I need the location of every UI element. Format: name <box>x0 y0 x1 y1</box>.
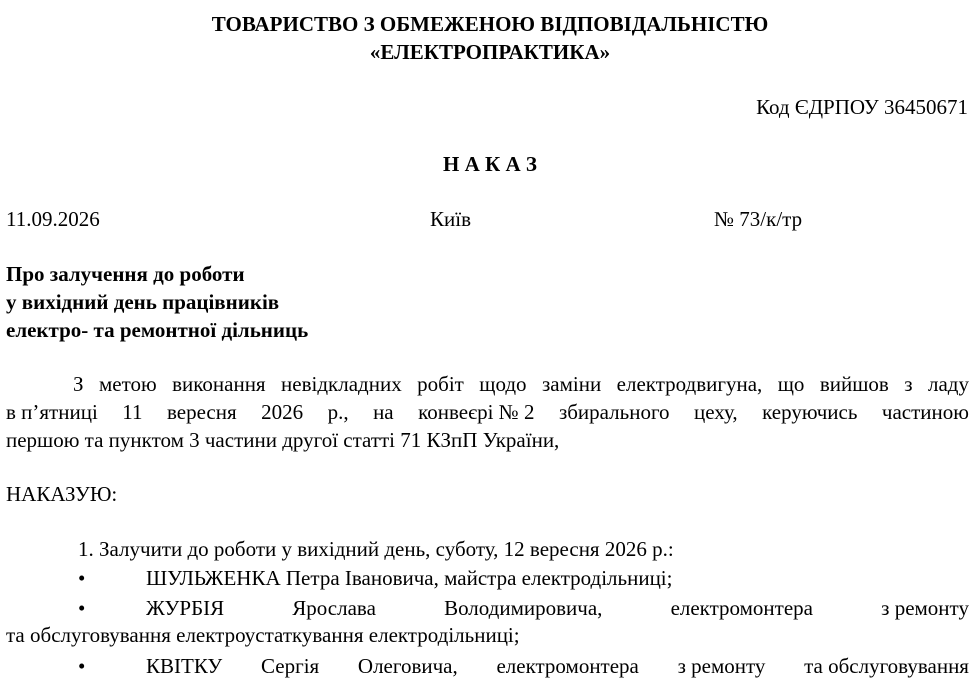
subject-line-3: електро- та ремонтної дільниць <box>6 318 309 342</box>
subject-line-2: у вихідний день працівників <box>6 290 280 314</box>
order-word: НАКАЗУЮ: <box>6 482 118 506</box>
preamble-line-3: першою та пунктом 3 частини другої статті 71 КЗпП України, <box>6 428 560 452</box>
order-item-1: 1. Залучити до роботи у вихідний день, суботу, 12 вересня 2026 р.: <box>78 537 674 561</box>
order-number: № 73/к/тр <box>714 207 803 231</box>
worker-1: ШУЛЬЖЕНКА Петра Івановича, майстра електродільниці; <box>146 566 673 590</box>
preamble-line-1: З метою виконання невідкладних робіт щодо заміни електродвигуна, що вийшов з ладу <box>73 372 969 396</box>
worker-2-line-1: ЖУРБІЯ Ярослава Володимировича, електромонтера з ремонту <box>146 596 969 620</box>
order-city: Київ <box>430 207 471 231</box>
bullet-3: • <box>78 654 86 678</box>
order-date: 11.09.2026 <box>6 207 100 231</box>
worker-2-line-2: та обслуговування електроустаткування електродільниці; <box>6 623 520 647</box>
bullet-2: • <box>78 596 86 620</box>
org-name-line2: «ЕЛЕКТРОПРАКТИКА» <box>369 40 611 64</box>
edrpou-code: Код ЄДРПОУ 36450671 <box>756 95 968 119</box>
org-name-line1: ТОВАРИСТВО З ОБМЕЖЕНОЮ ВІДПОВІДАЛЬНІСТЮ <box>211 12 769 36</box>
subject-line-1: Про залучення до роботи <box>6 262 245 286</box>
worker-3-line-1: КВІТКУ Сергія Олеговича, електромонтера з ремонту та обслуговування <box>146 654 969 678</box>
bullet-1: • <box>78 566 86 590</box>
document-title: Н А К А З <box>443 152 537 176</box>
preamble-line-2: в п’ятниці 11 вересня 2026 р., на конвеєрі № 2 збирального цеху, керуючись частиною <box>6 400 969 424</box>
